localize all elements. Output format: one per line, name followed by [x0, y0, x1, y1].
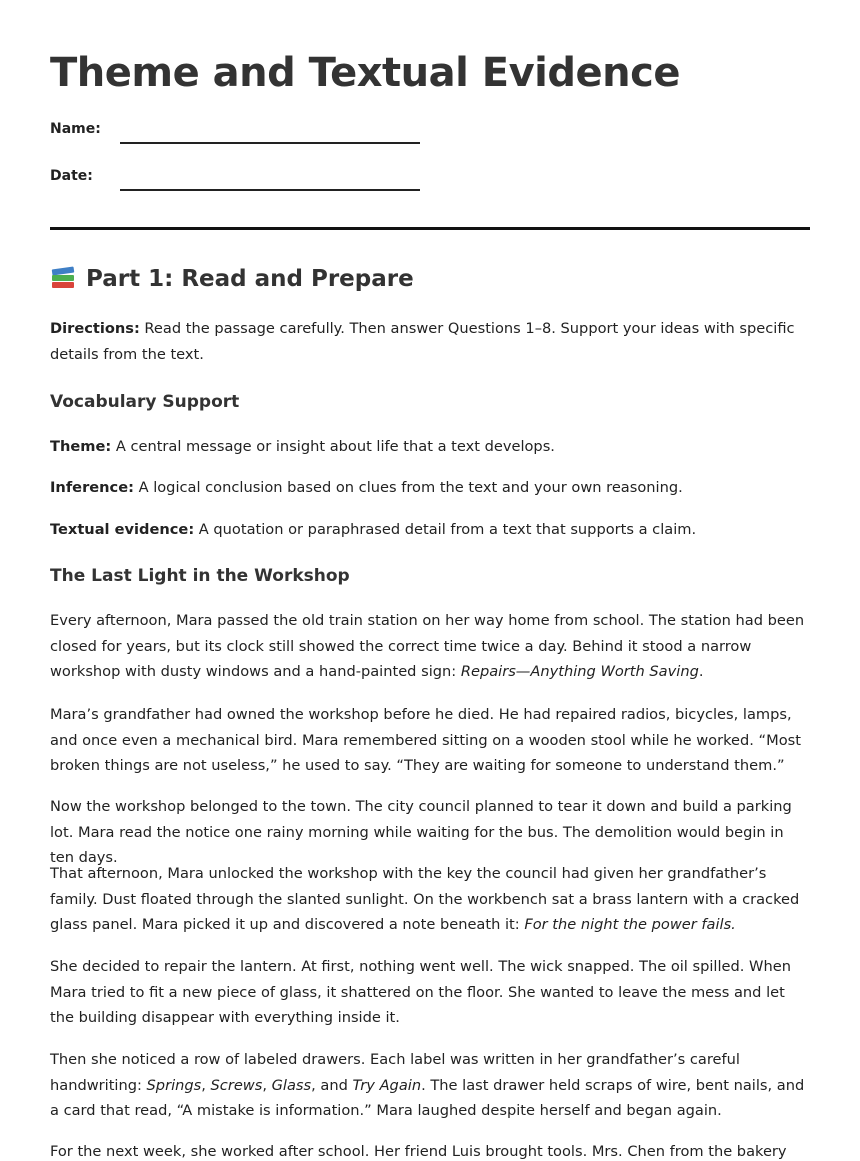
directions [50, 316, 810, 367]
vocab-term: Theme: [50, 438, 112, 455]
vocab-definition: A logical conclusion based on clues from the text and your own reasoning. [133, 479, 683, 496]
note-text: For the night the power fails. [524, 916, 736, 933]
vocab-definition: A central message or insight about life that a text develops. [111, 438, 555, 455]
vocab-item-evidence [50, 517, 810, 543]
part1-heading [50, 266, 414, 292]
story-paragraph-7: For the next week, she worked after school. Her friend Luis brought tools. Mrs. Chen from the bakery [50, 1143, 787, 1160]
vocab-term: Inference: [50, 479, 134, 496]
story-text: , and [311, 1076, 353, 1094]
story-text: , [262, 1076, 272, 1094]
drawer-label: Springs [146, 1076, 202, 1094]
story-text: . The last drawer held scraps of wire, bent nails, and a card that read, “A mistake is information.” Mara laughed despite herself and began again. [50, 1076, 805, 1119]
header-divider [50, 227, 810, 230]
vocab-heading: Vocabulary Support [50, 392, 240, 412]
name-input-line[interactable] [120, 142, 420, 144]
story-paragraph-5: She decided to repair the lantern. At first, nothing went well. The wick snapped. The oil spilled. When Mara tried to fit a new piece of glass, it shattered on the floor. She wanted to leave the mess and let the building disappear with everything inside it. [50, 958, 791, 1026]
date-input-line[interactable] [120, 189, 420, 191]
story-paragraph-6 [50, 1047, 810, 1124]
drawer-label: Glass [271, 1076, 312, 1094]
story-heading: The Last Light in the Workshop [50, 566, 350, 586]
story-text: Then she noticed a row of labeled drawers. Each label was written in her grandfather’s careful handwriting: [50, 1051, 740, 1094]
story-text: That afternoon, Mara unlocked the workshop with the key the council had given her grandfather’s family. Dust floated through the slanted sunlight. On the workbench sat a brass lantern with a cracked glass panel. Mara picked it up and discovered a note beneath it: [50, 865, 800, 933]
drawer-label: Try Again [352, 1076, 422, 1094]
vocab-item-theme [50, 434, 810, 460]
story-paragraph-1 [50, 608, 810, 685]
sign-text: Repairs—Anything Worth Saving [460, 663, 699, 680]
vocab-term: Textual evidence: [50, 521, 195, 538]
story-paragraph-4 [50, 861, 810, 938]
story-text: , [201, 1076, 211, 1094]
vocab-item-inference [50, 475, 810, 501]
date-field[interactable] [50, 168, 430, 192]
date-label: Date: [50, 168, 93, 184]
name-label: Name: [50, 121, 101, 137]
story-text: . [698, 663, 704, 680]
page-title: Theme and Textual Evidence [50, 50, 680, 96]
books-icon [50, 266, 76, 292]
directions-label: Directions: [50, 320, 140, 337]
story-paragraph-2: Mara’s grandfather had owned the workshop before he died. He had repaired radios, bicycles, lamps, and once even a mechanical bird. Mara remembered sitting on a wooden stool while he worked. “Most broken things are not useless,” he used to say. “They are waiting for someone to understand them.” [50, 706, 801, 774]
drawer-label: Screws [210, 1076, 263, 1094]
story-text: Every afternoon, Mara passed the old train station on her way home from school. The station had been closed for years, but its clock still showed the correct time twice a day. Behind it stood a narrow workshop with dusty windows and a hand-painted sign: [50, 612, 805, 680]
part1-heading-text: Part 1: Read and Prepare [86, 266, 414, 292]
story-paragraph-3: Now the workshop belonged to the town. The city council planned to tear it down and build a parking lot. Mara read the notice one rainy morning while waiting for the bus. The demolition would begin in ten days. [50, 798, 792, 866]
name-field[interactable] [50, 121, 430, 145]
vocab-definition: A quotation or paraphrased detail from a text that supports a claim. [194, 521, 697, 538]
directions-text: Read the passage carefully. Then answer Questions 1–8. Support your ideas with specific details from the text. [50, 320, 795, 363]
